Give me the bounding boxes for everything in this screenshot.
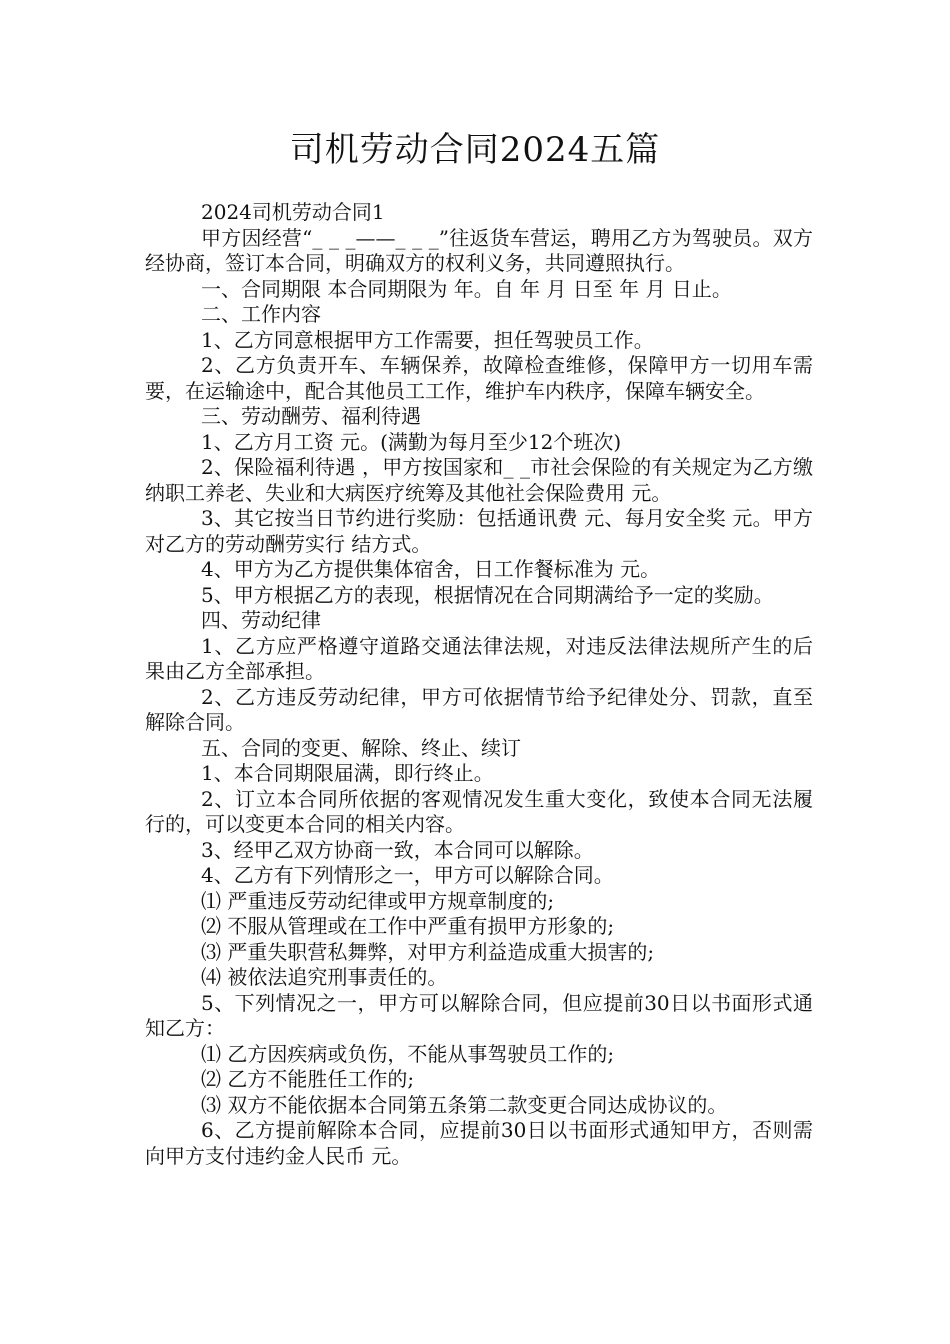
paragraph: 1、乙方应严格遵守道路交通法律法规，对违反法律法规所产生的后果由乙方全部承担。 xyxy=(145,633,813,683)
paragraph: 四、劳动纪律 xyxy=(201,608,321,632)
paragraph: 三、劳动酬劳、福利待遇 xyxy=(201,404,421,428)
paragraph: ⑶ 双方不能依据本合同第五条第二款变更合同达成协议的。 xyxy=(201,1092,728,1117)
paragraph: ⑴ 严重违反劳动纪律或甲方规章制度的; xyxy=(201,888,555,913)
paragraph: 五、合同的变更、解除、终止、续订 xyxy=(201,735,521,760)
document-title: 司机劳动合同2024五篇 xyxy=(289,130,661,170)
paragraph: 2、订立本合同所依据的客观情况发生重大变化，致使本合同无法履行的，可以变更本合同的相关内容。 xyxy=(145,786,813,836)
paragraph: 二、工作内容 xyxy=(201,302,321,326)
paragraph: 1、乙方月工资 元。(满勤为每月至少12个班次) xyxy=(201,429,622,454)
paragraph: ⑷ 被依法追究刑事责任的。 xyxy=(201,965,448,989)
paragraph: 6、乙方提前解除本合同，应提前30日以书面形式通知甲方，否则需向甲方支付违约金人民币 元。 xyxy=(145,1118,813,1168)
paragraph: 1、乙方同意根据甲方工作需要，担任驾驶员工作。 xyxy=(201,327,654,352)
paragraph: 2、乙方违反劳动纪律，甲方可依据情节给予纪律处分、罚款，直至解除合同。 xyxy=(145,684,813,734)
paragraph: ⑴ 乙方因疾病或负伤，不能从事驾驶员工作的; xyxy=(201,1041,615,1066)
document-body xyxy=(145,200,813,1169)
paragraph: 1、本合同期限届满，即行终止。 xyxy=(201,761,494,785)
paragraph: 一、合同期限 本合同期限为 年。自 年 月 日至 年 月 日止。 xyxy=(201,276,732,301)
paragraph: 3、经甲乙双方协商一致，本合同可以解除。 xyxy=(201,837,594,862)
paragraph: 2024司机劳动合同1 xyxy=(201,200,385,224)
paragraph: 2、乙方负责开车、车辆保养，故障检查维修，保障甲方一切用车需要，在运输途中，配合其他员工工作，维护车内秩序，保障车辆安全。 xyxy=(145,353,813,403)
paragraph: ⑶ 严重失职营私舞弊，对甲方利益造成重大损害的; xyxy=(201,939,655,964)
paragraph: 3、其它按当日节约进行奖励：包括通讯费 元、每月安全奖 元。甲方对乙方的劳动酬劳实行 结方式。 xyxy=(145,506,813,556)
paragraph: 甲方因经营“_ _ _——_ _ _”往返货车营运，聘用乙方为驾驶员。双方经协商，签订本合同，明确双方的权利义务，共同遵照执行。 xyxy=(145,225,813,275)
paragraph: 4、乙方有下列情形之一，甲方可以解除合同。 xyxy=(201,863,614,887)
paragraph: 5、甲方根据乙方的表现，根据情况在合同期满给予一定的奖励。 xyxy=(201,582,774,607)
paragraph: 5、下列情况之一，甲方可以解除合同，但应提前30日以书面形式通知乙方： xyxy=(145,990,813,1040)
paragraph: 2、保险福利待遇 ，甲方按国家和_ _市社会保险的有关规定为乙方缴纳职工养老、失业和大病医疗统筹及其他社会保险费用 元。 xyxy=(145,455,813,505)
paragraph: 4、甲方为乙方提供集体宿舍，日工作餐标准为 元。 xyxy=(201,557,661,581)
paragraph: ⑵ 乙方不能胜任工作的; xyxy=(201,1067,415,1091)
paragraph: ⑵ 不服从管理或在工作中严重有损甲方形象的; xyxy=(201,914,615,938)
